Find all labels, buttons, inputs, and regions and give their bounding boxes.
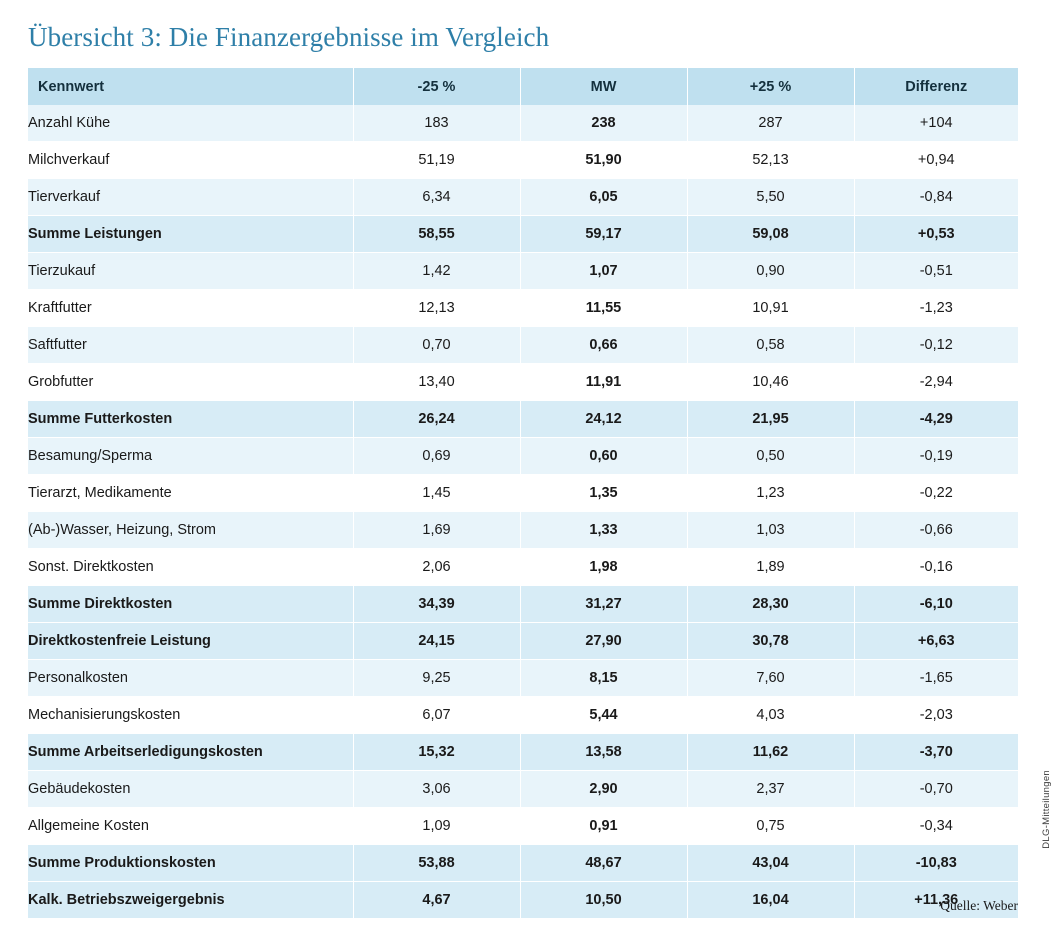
cell-value: 4,67 [353,882,520,919]
table-row [28,623,1018,660]
table-row [28,142,1018,179]
cell-value: -2,94 [854,364,1018,401]
cell-value: 1,09 [353,808,520,845]
row-label: Tierverkauf [28,179,353,216]
cell-value: -0,12 [854,327,1018,364]
table-row [28,697,1018,734]
row-label: Gebäudekosten [28,771,353,808]
column-header-plus25: +25 % [687,68,854,105]
cell-value: 26,24 [353,401,520,438]
cell-value: +0,53 [854,216,1018,253]
cell-value: +104 [854,105,1018,142]
cell-value: 21,95 [687,401,854,438]
table-row [28,586,1018,623]
row-label: Saftfutter [28,327,353,364]
cell-value: 11,91 [520,364,687,401]
cell-value: -0,19 [854,438,1018,475]
cell-value: -4,29 [854,401,1018,438]
cell-value: +11,36 [854,882,1018,919]
cell-value: 28,30 [687,586,854,623]
cell-value: 34,39 [353,586,520,623]
table-row [28,734,1018,771]
table-row [28,364,1018,401]
table-row [28,438,1018,475]
cell-value: 0,91 [520,808,687,845]
table-row [28,549,1018,586]
finance-table [28,68,1018,919]
cell-value: 1,45 [353,475,520,512]
source-note: Quelle: Weber [940,898,1018,913]
row-label: Summe Arbeitserledigungskosten [28,734,353,771]
cell-value: 5,44 [520,697,687,734]
row-label: Mechanisierungskosten [28,697,353,734]
column-header-mw: MW [520,68,687,105]
cell-value: 0,66 [520,327,687,364]
table-body [28,105,1018,919]
row-label: Tierarzt, Medikamente [28,475,353,512]
cell-value: 7,60 [687,660,854,697]
cell-value: 51,90 [520,142,687,179]
cell-value: -0,66 [854,512,1018,549]
cell-value: -0,51 [854,253,1018,290]
row-label: Anzahl Kühe [28,105,353,142]
table-row [28,216,1018,253]
cell-value: 27,90 [520,623,687,660]
row-label: Allgemeine Kosten [28,808,353,845]
cell-value: 1,03 [687,512,854,549]
cell-value: 10,46 [687,364,854,401]
cell-value: 0,58 [687,327,854,364]
row-label: Personalkosten [28,660,353,697]
row-label: Tierzukauf [28,253,353,290]
cell-value: +0,94 [854,142,1018,179]
finance-table-container [28,68,1018,919]
cell-value: 52,13 [687,142,854,179]
cell-value: 1,35 [520,475,687,512]
table-header-row [28,68,1018,105]
table-header [28,68,1018,105]
cell-value: 4,03 [687,697,854,734]
cell-value: -1,65 [854,660,1018,697]
cell-value: 13,58 [520,734,687,771]
table-row [28,808,1018,845]
row-label: Kalk. Betriebszweigergebnis [28,882,353,919]
table-row [28,512,1018,549]
cell-value: 0,75 [687,808,854,845]
table-row [28,660,1018,697]
row-label: Summe Direktkosten [28,586,353,623]
table-row [28,401,1018,438]
row-label: Grobfutter [28,364,353,401]
cell-value: +6,63 [854,623,1018,660]
cell-value: -10,83 [854,845,1018,882]
cell-value: -1,23 [854,290,1018,327]
row-label: Kraftfutter [28,290,353,327]
column-header-differenz: Differenz [854,68,1018,105]
cell-value: 53,88 [353,845,520,882]
table-row [28,290,1018,327]
cell-value: -2,03 [854,697,1018,734]
cell-value: 1,33 [520,512,687,549]
cell-value: 15,32 [353,734,520,771]
cell-value: 51,19 [353,142,520,179]
cell-value: 3,06 [353,771,520,808]
cell-value: 0,69 [353,438,520,475]
cell-value: 12,13 [353,290,520,327]
cell-value: -6,10 [854,586,1018,623]
cell-value: 2,06 [353,549,520,586]
row-label: Summe Leistungen [28,216,353,253]
cell-value: 1,89 [687,549,854,586]
cell-value: 58,55 [353,216,520,253]
table-row [28,253,1018,290]
table-row [28,327,1018,364]
cell-value: 1,23 [687,475,854,512]
table-row [28,771,1018,808]
row-label: Summe Produktionskosten [28,845,353,882]
cell-value: 9,25 [353,660,520,697]
cell-value: 16,04 [687,882,854,919]
row-label: Milchverkauf [28,142,353,179]
table-row [28,845,1018,882]
cell-value: 0,50 [687,438,854,475]
table-row [28,105,1018,142]
cell-value: 0,60 [520,438,687,475]
row-label: Sonst. Direktkosten [28,549,353,586]
cell-value: 43,04 [687,845,854,882]
page-title: Übersicht 3: Die Finanzergebnisse im Vergleich [28,22,550,52]
cell-value: -0,22 [854,475,1018,512]
table-row [28,475,1018,512]
cell-value: 5,50 [687,179,854,216]
cell-value: 1,07 [520,253,687,290]
cell-value: 0,70 [353,327,520,364]
cell-value: -3,70 [854,734,1018,771]
row-label: Summe Futterkosten [28,401,353,438]
cell-value: 59,08 [687,216,854,253]
cell-value: 6,07 [353,697,520,734]
cell-value: 31,27 [520,586,687,623]
cell-value: 2,37 [687,771,854,808]
cell-value: 2,90 [520,771,687,808]
cell-value: 6,34 [353,179,520,216]
cell-value: 11,62 [687,734,854,771]
cell-value: 183 [353,105,520,142]
cell-value: 287 [687,105,854,142]
cell-value: 8,15 [520,660,687,697]
cell-value: -0,16 [854,549,1018,586]
table-row [28,882,1018,919]
row-label: Besamung/Sperma [28,438,353,475]
cell-value: 6,05 [520,179,687,216]
cell-value: 30,78 [687,623,854,660]
cell-value: 24,15 [353,623,520,660]
cell-value: -0,34 [854,808,1018,845]
cell-value: 13,40 [353,364,520,401]
column-header-kennwert: Kennwert [28,68,353,105]
cell-value: 0,90 [687,253,854,290]
cell-value: 24,12 [520,401,687,438]
cell-value: 238 [520,105,687,142]
cell-value: -0,70 [854,771,1018,808]
column-header-minus25: -25 % [353,68,520,105]
cell-value: 48,67 [520,845,687,882]
row-label: Direktkostenfreie Leistung [28,623,353,660]
table-row [28,179,1018,216]
cell-value: 11,55 [520,290,687,327]
cell-value: 10,91 [687,290,854,327]
cell-value: 10,50 [520,882,687,919]
cell-value: 59,17 [520,216,687,253]
cell-value: 1,69 [353,512,520,549]
cell-value: -0,84 [854,179,1018,216]
row-label: (Ab-)Wasser, Heizung, Strom [28,512,353,549]
cell-value: 1,42 [353,253,520,290]
publisher-credit: DLG-Mitteilungen [1041,770,1052,849]
cell-value: 1,98 [520,549,687,586]
